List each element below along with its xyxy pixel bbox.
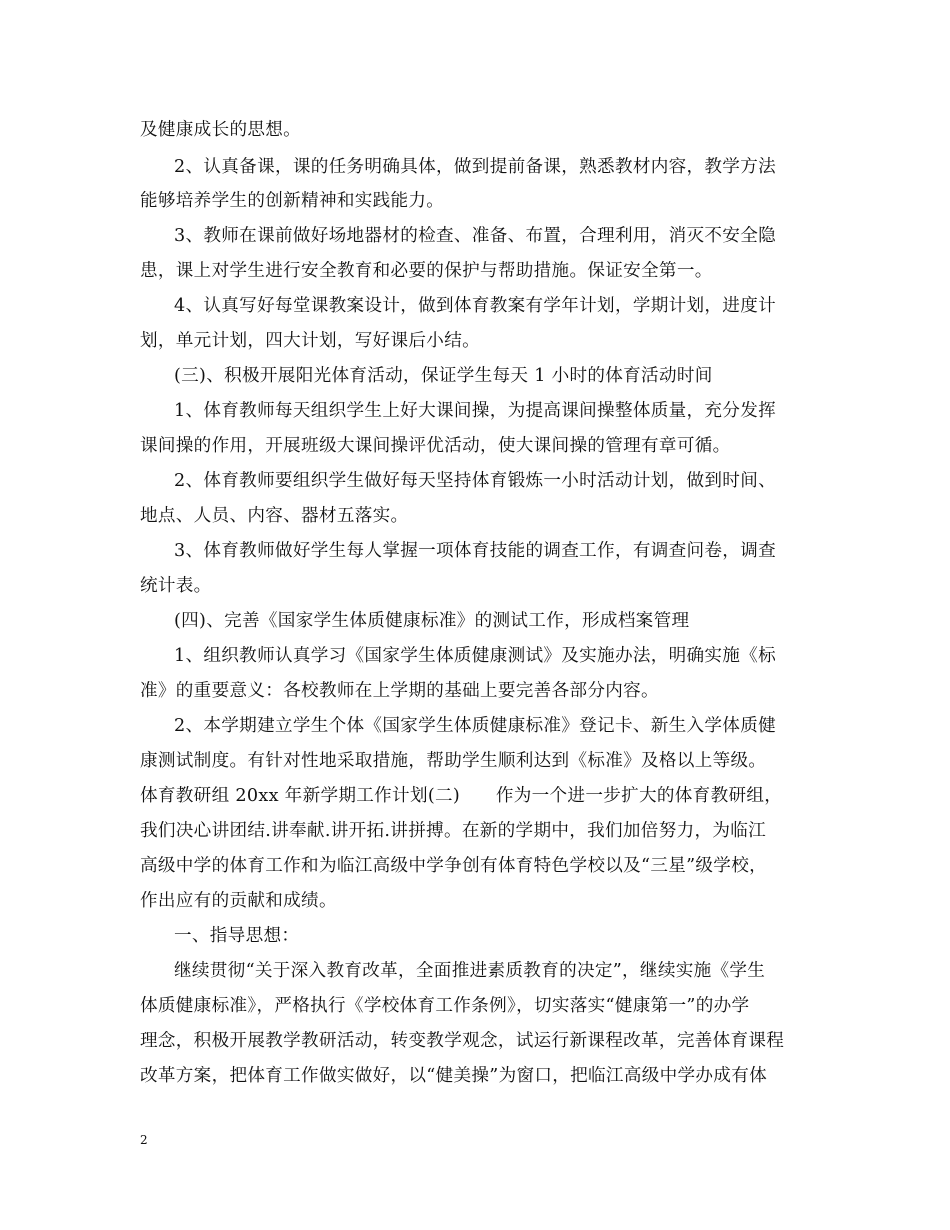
- text-line: 2、认真备课，课的任务明确具体，做到提前备课，熟悉教材内容，教学方法: [174, 157, 776, 177]
- text-line: 课间操的作用，开展班级大课间操评优活动，使大课间操的管理有章可循。: [140, 436, 731, 456]
- text-line: 3、体育教师做好学生每人掌握一项体育技能的调查工作，有调查问卷，调查: [174, 541, 776, 561]
- text-line: 改革方案，把体育工作做实做好，以“健美操”为窗口，把临江高级中学办成有体: [140, 1066, 767, 1086]
- text-line: 1、组织教师认真学习《国家学生体质健康测试》及实施办法，明确实施《标: [174, 646, 776, 666]
- text-line: 2、本学期建立学生个体《国家学生体质健康标准》登记卡、新生入学体质健: [174, 716, 776, 736]
- text-line: 划，单元计划，四大计划，写好课后小结。: [140, 331, 480, 351]
- text-line: 体质健康标准》，严格执行《学校体育工作条例》，切实落实“健康第一”的办学: [140, 996, 750, 1016]
- text-line: 及健康成长的思想。: [140, 120, 302, 140]
- text-line: 能够培养学生的创新精神和实践能力。: [140, 191, 445, 211]
- text-line: 准》的重要意义：各校教师在上学期的基础上要完善各部分内容。: [140, 681, 659, 701]
- section-heading: (三)、积极开展阳光体育活动，保证学生每天 1 小时的体育活动时间: [174, 366, 713, 386]
- text-line: 理念，积极开展教学教研活动，转变教学观念，试运行新课程改革，完善体育课程: [140, 1031, 785, 1051]
- text-line: 康测试制度。有针对性地采取措施，帮助学生顺利达到《标准》及格以上等级。: [140, 751, 767, 771]
- section-heading: (四)、完善《国家学生体质健康标准》的测试工作，形成档案管理: [174, 611, 690, 631]
- text-line: 4、认真写好每堂课教案设计，做到体育教案有学年计划，学期计划，进度计: [174, 296, 776, 316]
- text-line: 地点、人员、内容、器材五落实。: [140, 506, 409, 526]
- section-heading: 一、指导思想：: [174, 926, 300, 946]
- text-line: 体育教研组 20xx 年新学期工作计划(二) 作为一个进一步扩大的体育教研组，: [140, 786, 783, 806]
- text-line: 统计表。: [140, 576, 212, 596]
- text-line: 患，课上对学生进行安全教育和必要的保护与帮助措施。保证安全第一。: [140, 261, 713, 281]
- page-number: 2: [140, 1133, 148, 1147]
- text-line: 作出应有的贡献和成绩。: [140, 891, 337, 911]
- text-line: 1、体育教师每天组织学生上好大课间操，为提高课间操整体质量，充分发挥: [174, 401, 776, 421]
- text-line: 我们决心讲团结.讲奉献.讲开拓.讲拼搏。在新的学期中，我们加倍努力，为临江: [140, 821, 767, 841]
- text-line: 2、体育教师要组织学生做好每天坚持体育锻炼一小时活动计划，做到时间、: [174, 471, 776, 491]
- text-line: 3、教师在课前做好场地器材的检查、准备、布置，合理利用，消灭不安全隐: [174, 226, 776, 246]
- text-line: 继续贯彻“关于深入教育改革，全面推进素质教育的决定”，继续实施《学生: [174, 961, 766, 981]
- text-line: 高级中学的体育工作和为临江高级中学争创有体育特色学校以及“三星”级学校，: [140, 856, 767, 876]
